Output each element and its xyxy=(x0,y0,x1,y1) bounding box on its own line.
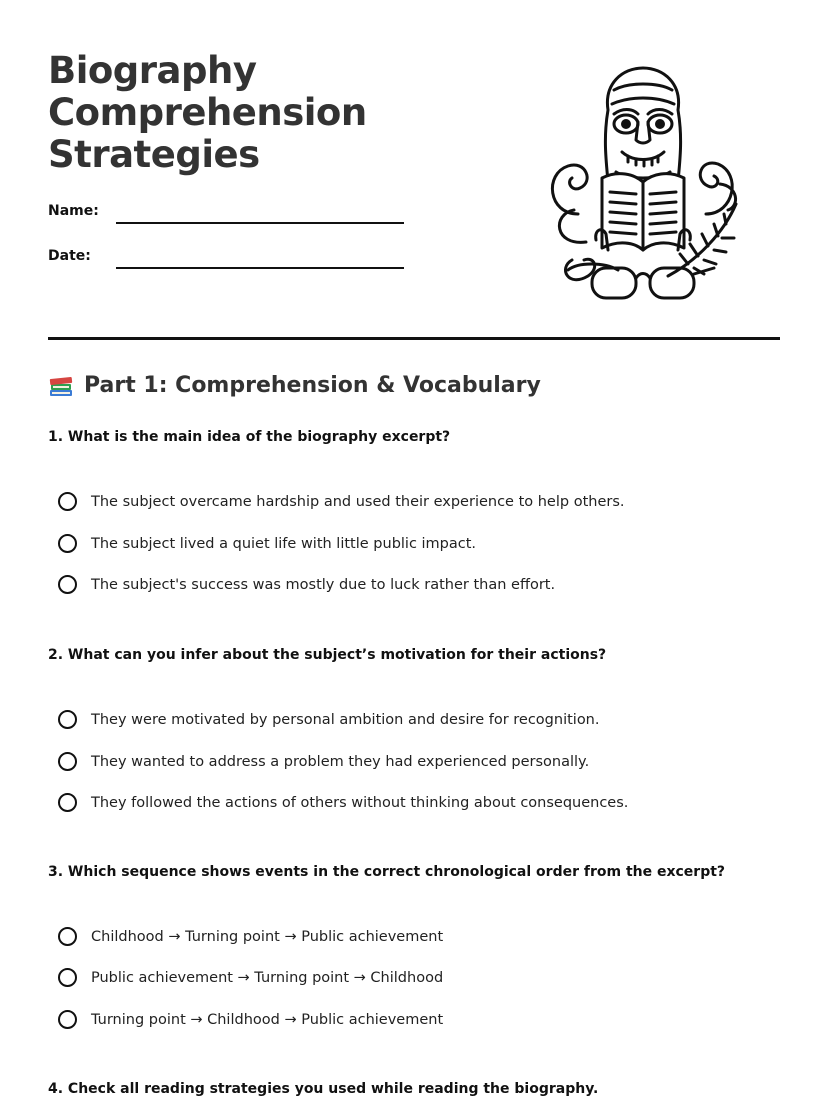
title-line-2: Comprehension xyxy=(48,91,367,134)
page-title xyxy=(48,50,367,176)
radio-button[interactable] xyxy=(58,968,77,987)
question-2: 2. What can you infer about the subject’s motivation for their actions? xyxy=(48,647,607,663)
q2-option-2[interactable] xyxy=(58,752,589,771)
title-line-1: Biography xyxy=(48,49,257,92)
option-label: The subject overcame hardship and used their experience to help others. xyxy=(91,493,625,510)
option-label: Childhood → Turning point → Public achievement xyxy=(91,928,444,945)
option-label: The subject lived a quiet life with little public impact. xyxy=(91,535,477,552)
q1-option-3[interactable] xyxy=(58,575,555,594)
title-line-3: Strategies xyxy=(48,133,260,176)
option-label: They followed the actions of others without thinking about consequences. xyxy=(91,794,629,811)
q2-option-1[interactable] xyxy=(58,710,599,729)
radio-button[interactable] xyxy=(58,534,77,553)
part1-heading xyxy=(48,373,541,398)
q1-option-1[interactable] xyxy=(58,492,625,511)
q3-option-1[interactable] xyxy=(58,927,443,946)
question-1: 1. What is the main idea of the biography excerpt? xyxy=(48,429,451,445)
tiki-reading-book-icon xyxy=(538,64,748,300)
section-divider xyxy=(48,337,780,340)
option-label: They were motivated by personal ambition and desire for recognition. xyxy=(91,711,600,728)
part1-heading-text: Part 1: Comprehension & Vocabulary xyxy=(84,373,541,398)
question-3: 3. Which sequence shows events in the correct chronological order from the excerpt? xyxy=(48,864,726,880)
radio-button[interactable] xyxy=(58,793,77,812)
date-label: Date: xyxy=(48,248,91,264)
radio-button[interactable] xyxy=(58,752,77,771)
option-label: They wanted to address a problem they had experienced personally. xyxy=(91,753,590,770)
radio-button[interactable] xyxy=(58,575,77,594)
radio-button[interactable] xyxy=(58,1010,77,1029)
radio-button[interactable] xyxy=(58,492,77,511)
q3-option-3[interactable] xyxy=(58,1010,443,1029)
question-4: 4. Check all reading strategies you used while reading the biography. xyxy=(48,1081,599,1097)
books-icon xyxy=(48,374,74,398)
radio-button[interactable] xyxy=(58,927,77,946)
q1-option-2[interactable] xyxy=(58,534,476,553)
date-field[interactable] xyxy=(116,267,404,269)
q3-option-2[interactable] xyxy=(58,968,443,987)
q2-option-3[interactable] xyxy=(58,793,628,812)
radio-button[interactable] xyxy=(58,710,77,729)
option-label: The subject's success was mostly due to luck rather than effort. xyxy=(91,576,556,593)
option-label: Public achievement → Turning point → Childhood xyxy=(91,969,444,986)
option-label: Turning point → Childhood → Public achievement xyxy=(91,1011,444,1028)
name-field[interactable] xyxy=(116,222,404,224)
name-label: Name: xyxy=(48,203,99,219)
